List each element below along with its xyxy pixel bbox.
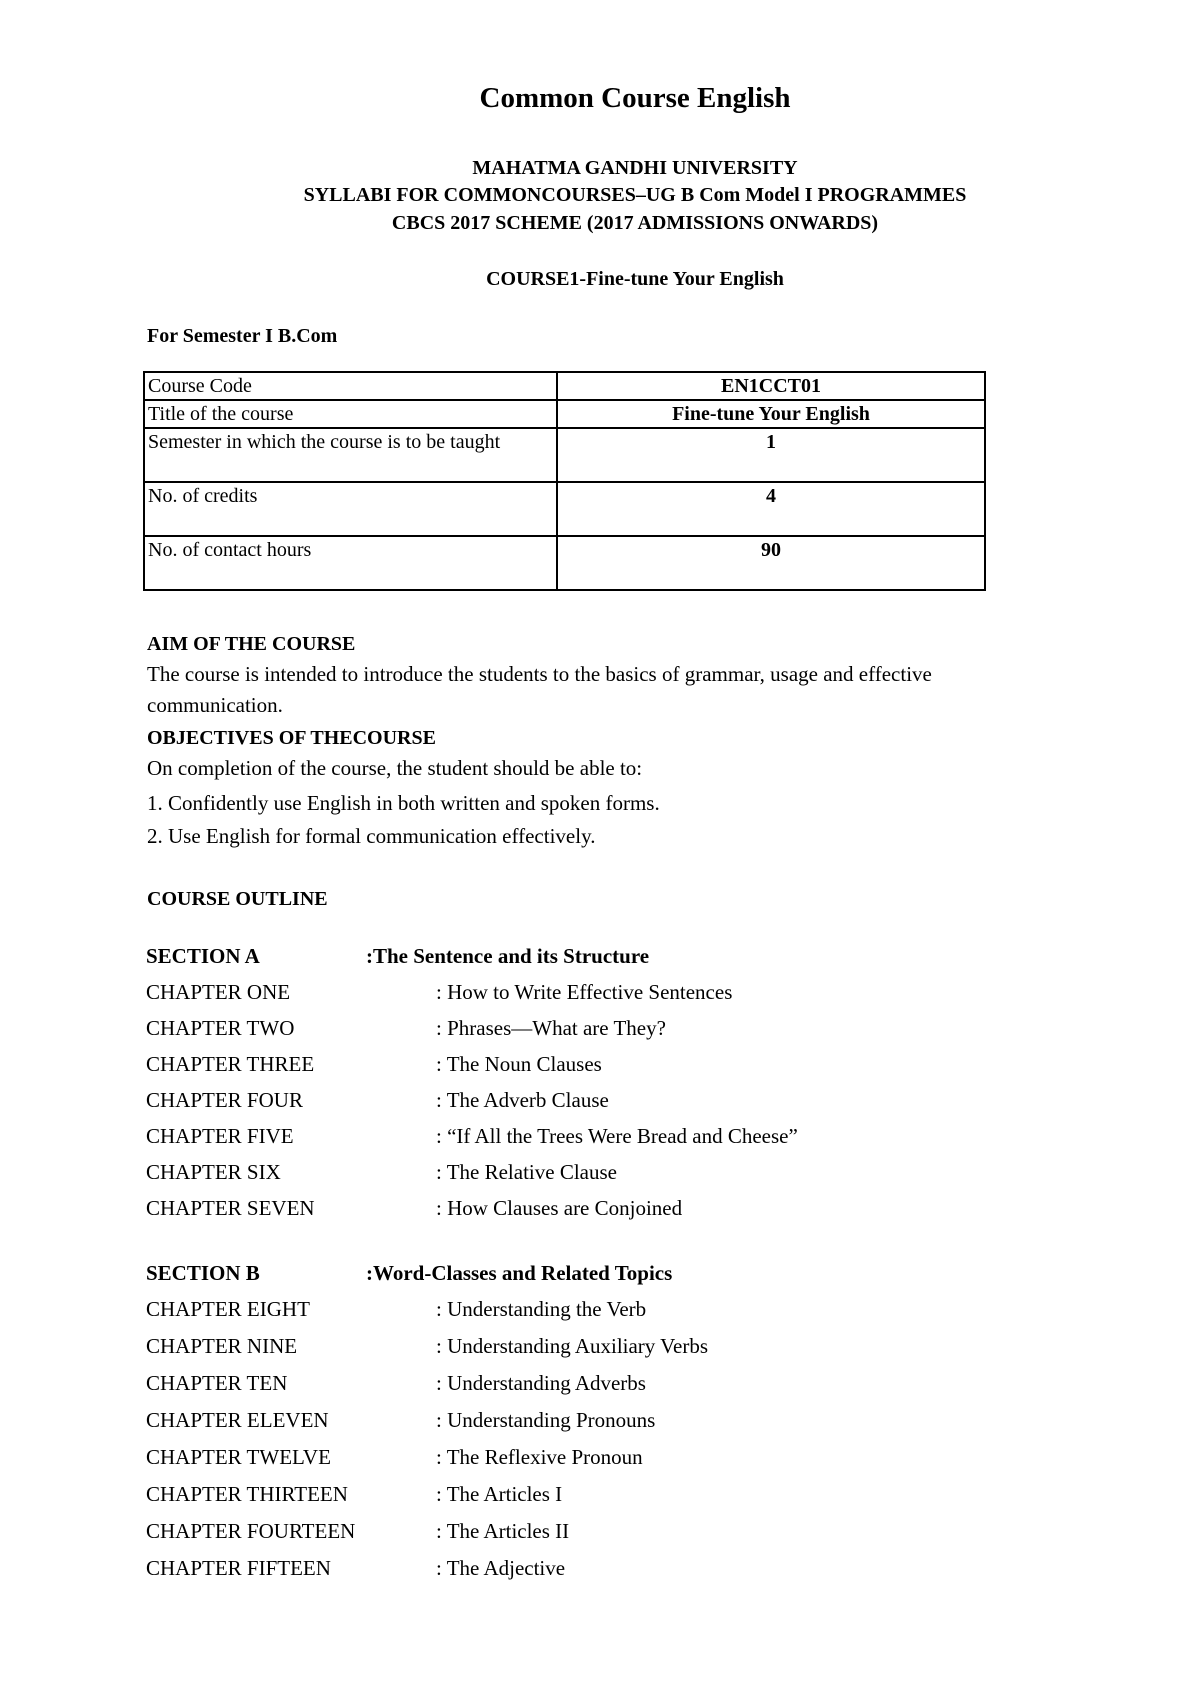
- objective-item: 2. Use English for formal communication effectively.: [147, 824, 596, 848]
- chapter-name: CHAPTER ELEVEN: [146, 1408, 329, 1432]
- course-info-table: [143, 371, 986, 591]
- table-row: [144, 372, 985, 400]
- chapter-title: : The Adverb Clause: [436, 1088, 609, 1112]
- chapter-name: CHAPTER NINE: [146, 1334, 298, 1358]
- chapter-name: CHAPTER THREE: [146, 1052, 315, 1076]
- chapter-title: : Understanding the Verb: [436, 1297, 647, 1321]
- chapter-name: CHAPTER ONE: [146, 980, 291, 1004]
- chapter-title: : How to Write Effective Sentences: [436, 980, 733, 1004]
- info-value: Fine-tune Your English: [557, 400, 985, 428]
- chapter-title: : Understanding Adverbs: [436, 1371, 646, 1395]
- chapter-title: : Understanding Pronouns: [436, 1408, 656, 1432]
- chapter-name: CHAPTER FOUR: [146, 1088, 303, 1112]
- info-key: Title of the course: [144, 400, 557, 428]
- chapter-name: CHAPTER SIX: [146, 1160, 281, 1184]
- chapter-title: : The Articles I: [436, 1482, 563, 1506]
- chapter-title: : The Reflexive Pronoun: [436, 1445, 643, 1469]
- chapter-name: CHAPTER THIRTEEN: [146, 1482, 348, 1506]
- section-label: SECTION B: [146, 1261, 260, 1285]
- section-title: :The Sentence and its Structure: [366, 944, 650, 968]
- syllabus-title: SYLLABI FOR COMMONCOURSES–UG B Com Model I PROGRAMMES: [303, 184, 967, 206]
- table-row: [144, 428, 985, 482]
- chapter-name: CHAPTER FIVE: [146, 1124, 294, 1148]
- chapter-title: : The Articles II: [436, 1519, 570, 1543]
- objectives-heading: OBJECTIVES OF THECOURSE: [147, 727, 436, 749]
- info-key: Semester in which the course is to be taught: [144, 428, 557, 482]
- objective-item: 1. Confidently use English in both written and spoken forms.: [147, 791, 660, 815]
- chapter-name: CHAPTER TEN: [146, 1371, 288, 1395]
- table-row: [144, 536, 985, 590]
- chapter-name: CHAPTER SEVEN: [146, 1196, 315, 1220]
- info-value: EN1CCT01: [557, 372, 985, 400]
- chapter-name: CHAPTER EIGHT: [146, 1297, 310, 1321]
- section-label: SECTION A: [146, 944, 260, 968]
- scheme-title: CBCS 2017 SCHEME (2017 ADMISSIONS ONWARDS): [391, 212, 879, 234]
- table-row: [144, 400, 985, 428]
- aim-heading: AIM OF THE COURSE: [147, 633, 356, 655]
- chapter-title: : “If All the Trees Were Bread and Cheese”: [436, 1124, 798, 1148]
- info-key: No. of credits: [144, 482, 557, 536]
- outline-heading: COURSE OUTLINE: [147, 888, 328, 910]
- chapter-name: CHAPTER FIFTEEN: [146, 1556, 331, 1580]
- semester-label: For Semester I B.Com: [147, 325, 338, 347]
- aim-text: The course is intended to introduce the students to the basics of grammar, usage and effective communication.: [147, 662, 932, 717]
- section-title: :Word-Classes and Related Topics: [366, 1261, 673, 1285]
- chapter-name: CHAPTER TWELVE: [146, 1445, 331, 1469]
- info-value: 90: [557, 536, 985, 590]
- info-value: 1: [557, 428, 985, 482]
- objectives-intro: On completion of the course, the student should be able to:: [147, 756, 643, 780]
- info-key: No. of contact hours: [144, 536, 557, 590]
- document-title: Common Course English: [479, 82, 791, 114]
- chapter-title: : How Clauses are Conjoined: [436, 1196, 683, 1220]
- table-row: [144, 482, 985, 536]
- info-key: Course Code: [144, 372, 557, 400]
- chapter-title: : The Noun Clauses: [436, 1052, 602, 1076]
- chapter-name: CHAPTER TWO: [146, 1016, 295, 1040]
- university-name: MAHATMA GANDHI UNIVERSITY: [472, 157, 798, 179]
- chapter-name: CHAPTER FOURTEEN: [146, 1519, 356, 1543]
- chapter-title: : Phrases—What are They?: [436, 1016, 666, 1040]
- course-heading: COURSE1-Fine-tune Your English: [486, 268, 784, 290]
- chapter-title: : The Relative Clause: [436, 1160, 617, 1184]
- info-value: 4: [557, 482, 985, 536]
- chapter-title: : The Adjective: [436, 1556, 566, 1580]
- chapter-title: : Understanding Auxiliary Verbs: [436, 1334, 708, 1358]
